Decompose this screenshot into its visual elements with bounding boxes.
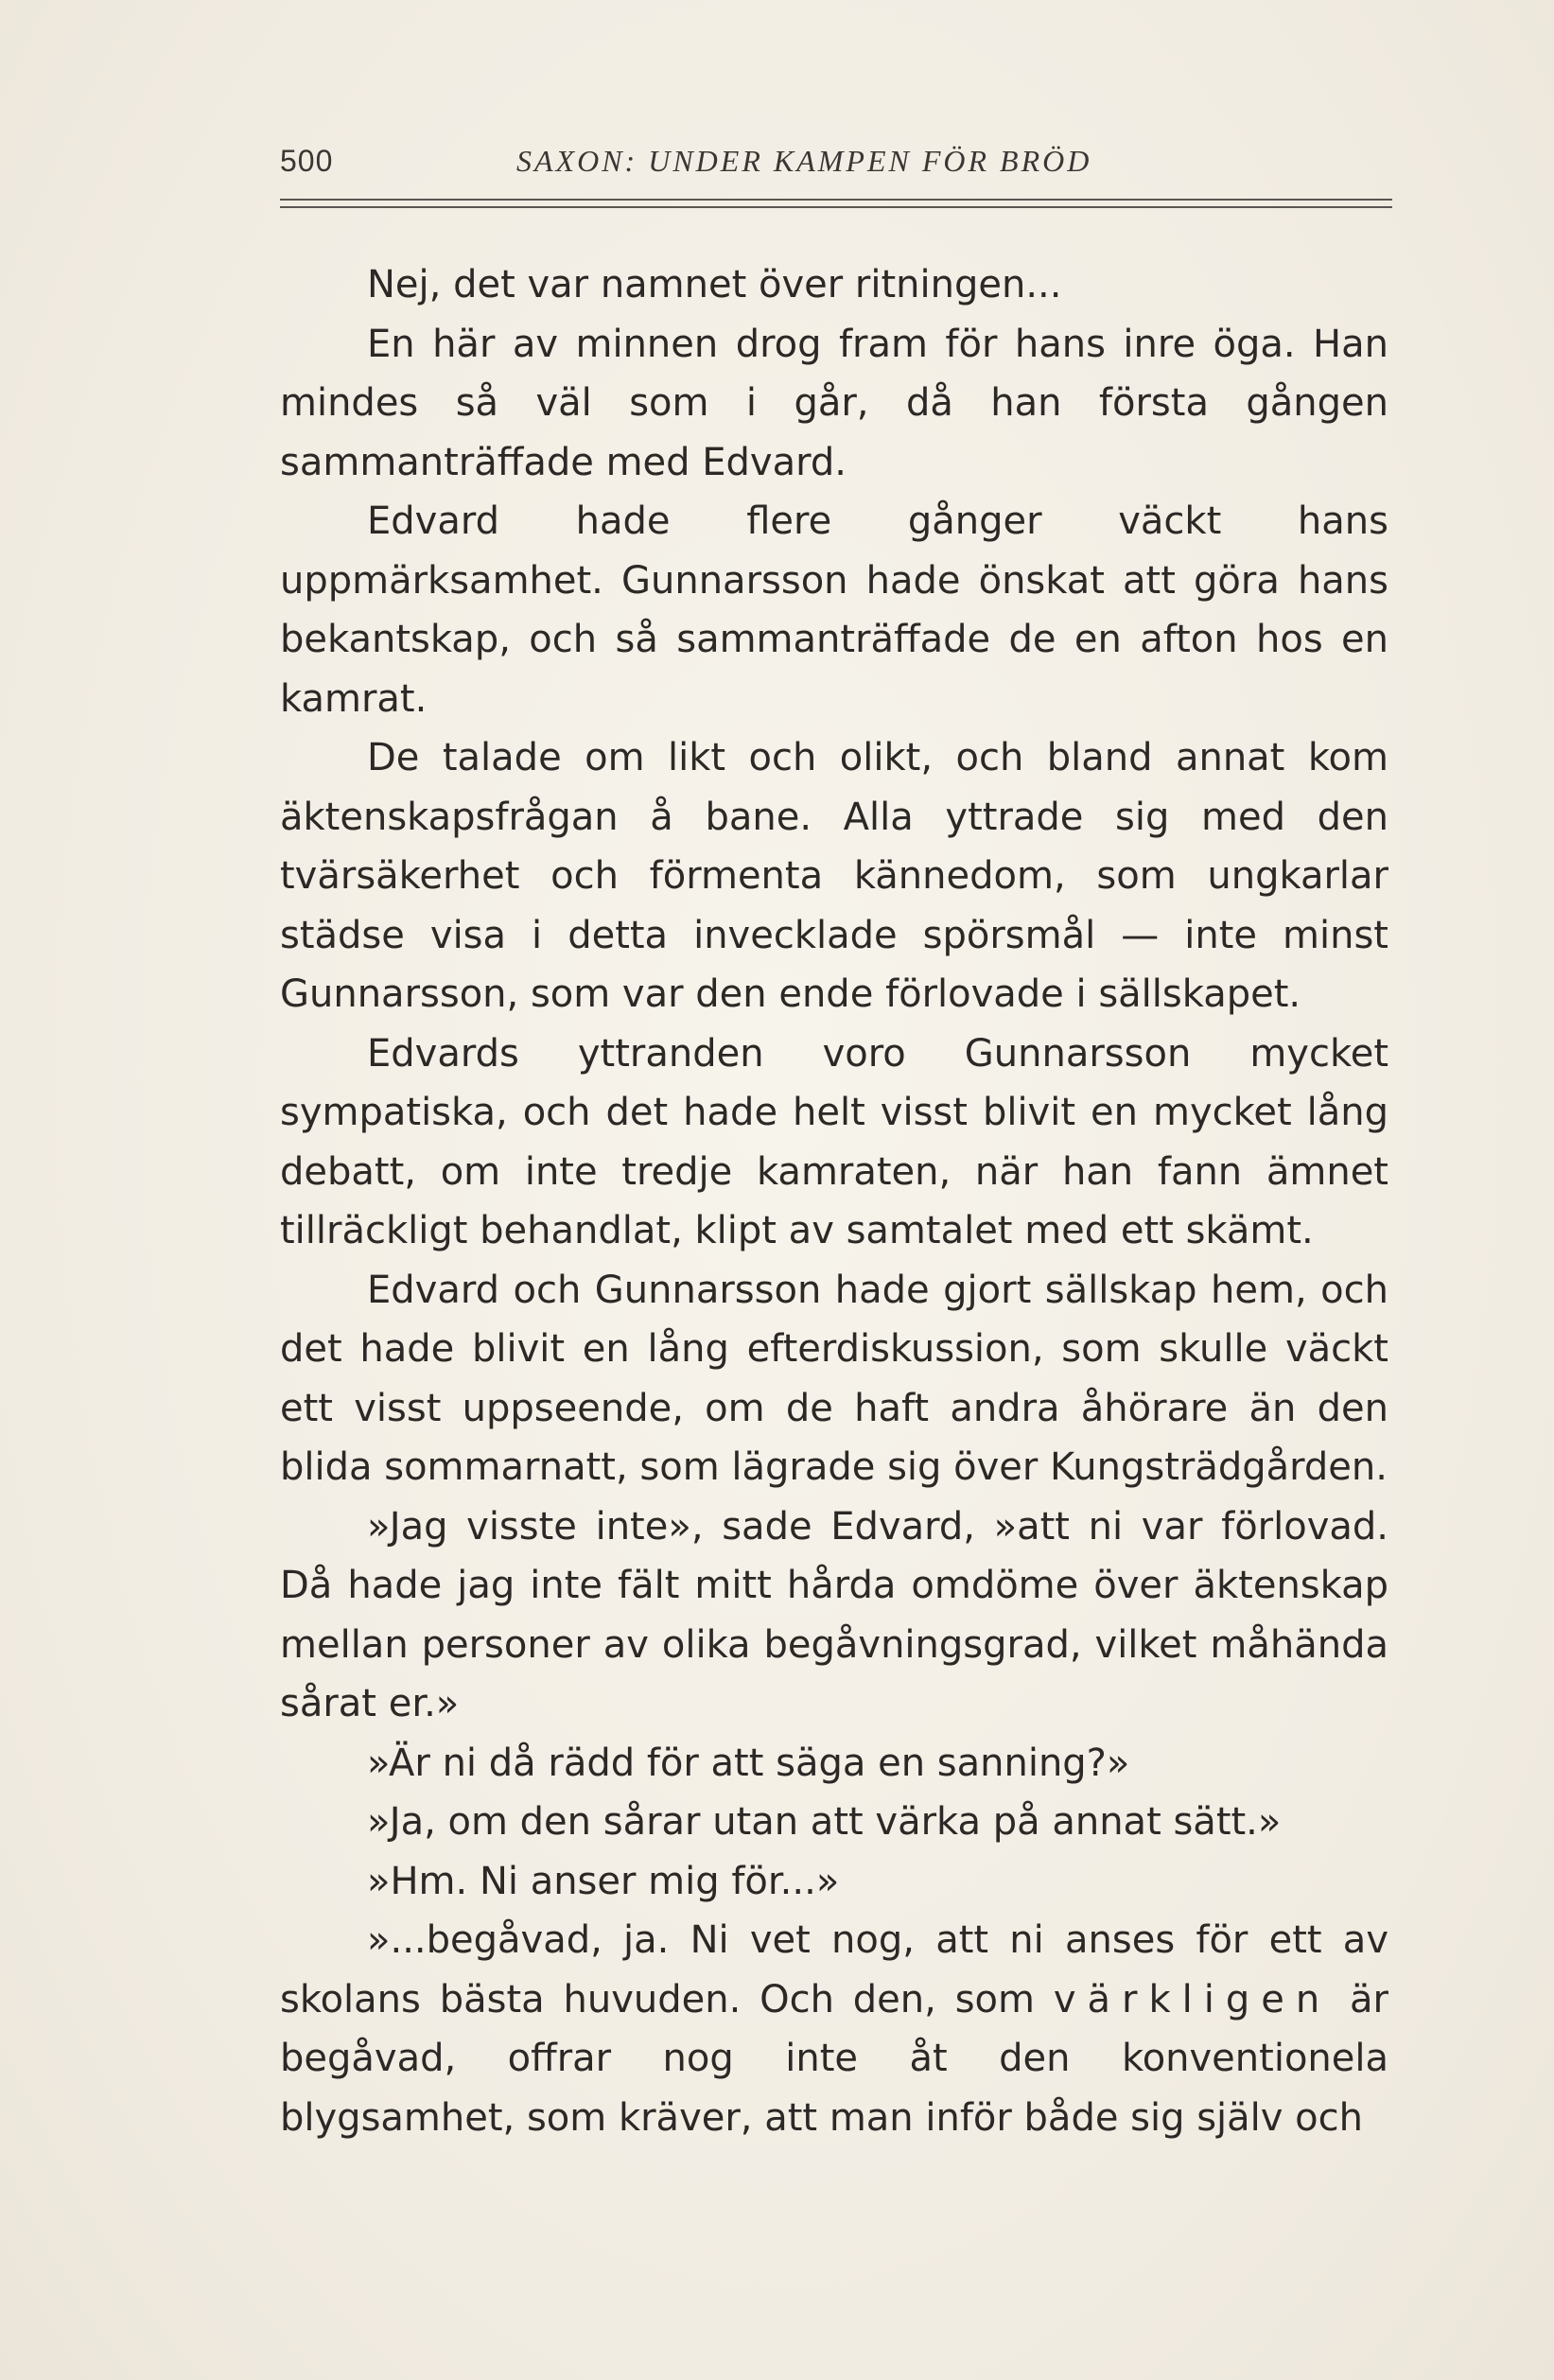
header-rule-bottom [280, 206, 1392, 208]
header-rule-top [280, 199, 1392, 201]
paragraph: Nej, det var namnet över ritningen... [367, 263, 1062, 306]
paragraph-last-start: »...begåvad, ja. Ni vet nog, att ni anses för ett av skolans bästa huvuden. Och den, som [280, 1918, 1388, 2021]
page-number: 500 [280, 144, 334, 178]
paragraph: »Hm. Ni anser mig för...» [367, 1859, 840, 1903]
page-header [280, 140, 1388, 185]
paragraph-last [280, 1911, 1388, 2147]
paragraph-last-end: är begåvad, offrar nog inte åt den konventionela blygsamhet, som kräver, att man inför både sig själv och [280, 1977, 1389, 2140]
paragraph: »Är ni då rädd för att säga en sanning?» [367, 1741, 1130, 1785]
emphasized-word: värkligen [1053, 1977, 1332, 2021]
paragraph: »Jag visste inte», sade Edvard, »att ni var förlovad. Då hade jag inte fält mitt hårda omdöme över äktenskap mellan personer av olika begåvningsgrad, vilket måhända sårat er.» [280, 1504, 1388, 1725]
paragraph: »Ja, om den sårar utan att värka på annat sätt.» [367, 1800, 1282, 1844]
paragraph: En här av minnen drog fram för hans inre öga. Han mindes så väl som i går, då han första gången sammanträffade med Edvard. [280, 322, 1388, 484]
paragraph: Edvard hade flere gånger väckt hans uppmärksamhet. Gunnarsson hade önskat att göra hans bekantskap, och så sammanträffade de en afton hos en kamrat. [280, 499, 1388, 721]
running-title: SAXON: UNDER KAMPEN FÖR BRÖD [516, 144, 1092, 178]
paragraph: Edvard och Gunnarsson hade gjort sällskap hem, och det hade blivit en lång efterdiskussion, som skulle väckt ett visst uppseende, om de haft andra åhörare än den blida sommarnatt, som lägrade sig över Kungsträdgården. [280, 1268, 1388, 1489]
body-text [280, 255, 1388, 2147]
paragraph: De talade om likt och olikt, och bland annat kom äktenskapsfrågan å bane. Alla yttrade sig med den tvärsäkerhet och förmenta kännedom, som ungkarlar städse visa i detta invecklade spörsmål — inte minst Gunnarsson, som var den ende förlovade i sällskapet. [280, 736, 1388, 1016]
paragraph: Edvards yttranden voro Gunnarsson mycket sympatiska, och det hade helt visst blivit en mycket lång debatt, om inte tredje kamraten, när han fann ämnet tillräckligt behandlat, klipt av samtalet med ett skämt. [280, 1031, 1388, 1252]
